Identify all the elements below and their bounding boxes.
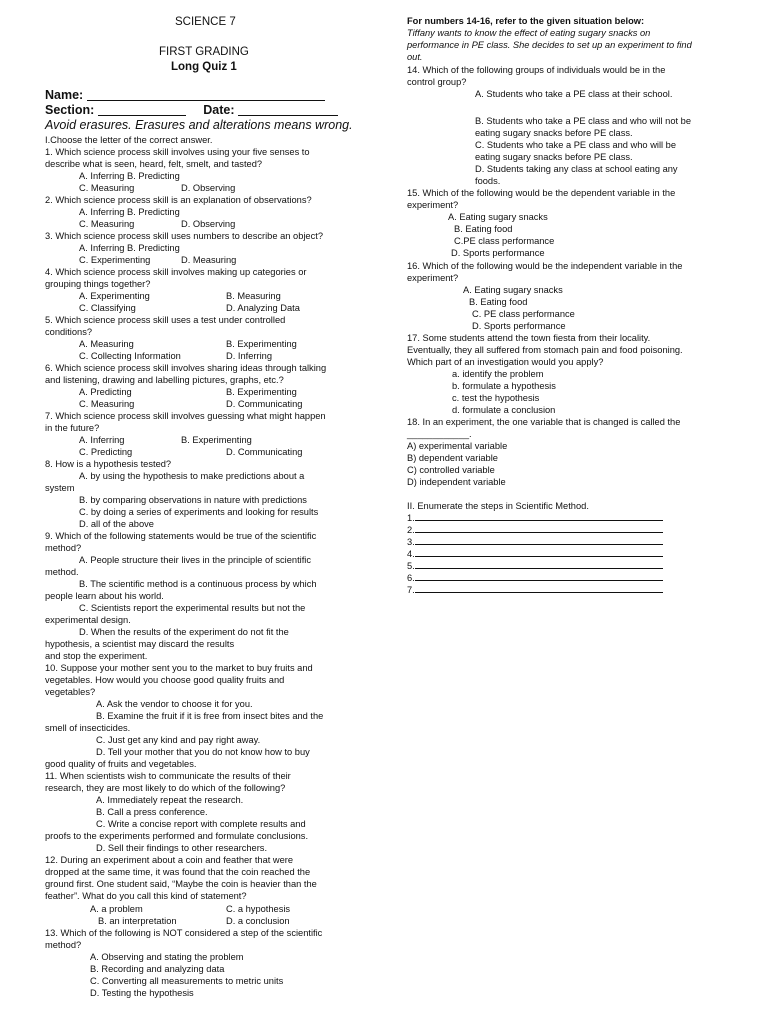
question-13-choice: A. Observing and stating the problem — [90, 952, 244, 962]
question-13-choice: B. Recording and analyzing data — [90, 964, 225, 974]
question-16-choice: D. Sports performance — [472, 321, 566, 331]
question-7-choice: A. Inferring — [79, 435, 125, 445]
question-9-choice: A. People structure their lives in the principle of scientific — [79, 555, 312, 565]
question-5-choice: D. Inferring — [226, 351, 272, 361]
subject-title: SCIENCE 7 — [175, 16, 236, 28]
question-5-stem: 5. Which science process skill uses a test under controlled — [45, 315, 286, 325]
question-13-stem-cont: method? — [45, 940, 82, 950]
question-9-choice: C. Scientists report the experimental results but not the — [79, 603, 306, 613]
question-14-choice-cont: foods. — [475, 176, 501, 186]
question-12-choice: A. a problem — [90, 904, 143, 914]
step-line-6 — [407, 572, 663, 584]
question-16-choice: B. Eating food — [469, 297, 528, 307]
question-4-stem: 4. Which science process skill involves making up categories or — [45, 267, 307, 277]
question-9-choice-cont: experimental design. — [45, 615, 131, 625]
situation-text: Tiffany wants to know the effect of eating sugary snacks on — [407, 28, 651, 38]
step-line-2 — [407, 524, 663, 536]
question-12-stem: 12. During an experiment about a coin and feather that were — [45, 855, 294, 865]
question-17-choice: c. test the hypothesis — [452, 393, 540, 403]
question-4-choice: C. Classifying — [79, 303, 136, 313]
question-7-stem: 7. Which science process skill involves guessing what might happen — [45, 411, 326, 421]
question-16-stem-cont: experiment? — [407, 273, 459, 283]
question-5-choice: A. Measuring — [79, 339, 134, 349]
question-1-choice: A. Inferring B. Predicting — [79, 171, 180, 181]
question-12-choice: B. an interpretation — [98, 916, 177, 926]
question-11-choice: B. Call a press conference. — [96, 807, 208, 817]
name-label: Name: — [45, 88, 84, 102]
question-4-choice: D. Analyzing Data — [226, 303, 300, 313]
question-11-choice-cont: proofs to the experiments performed and formulate conclusions. — [45, 831, 309, 841]
question-18-blank: ____________. — [407, 429, 472, 439]
question-10-choice-cont: good quality of fruits and vegetables. — [45, 759, 197, 769]
part2-instruction: II. Enumerate the steps in Scientific Method. — [407, 501, 589, 511]
question-8-choice: D. all of the above — [79, 519, 154, 529]
question-7-choice: B. Experimenting — [181, 435, 252, 445]
question-5-choice: C. Collecting Information — [79, 351, 181, 361]
question-1-choice: D. Observing — [181, 183, 236, 193]
question-7-stem-cont: in the future? — [45, 423, 100, 433]
date-field[interactable] — [238, 105, 338, 116]
question-3-stem: 3. Which science process skill uses numbers to describe an object? — [45, 231, 324, 241]
question-2-choice: A. Inferring B. Predicting — [79, 207, 180, 217]
question-8-choice: A. by using the hypothesis to make predictions about a — [79, 471, 305, 481]
question-16-choice: A. Eating sugary snacks — [463, 285, 563, 295]
question-5-choice: B. Experimenting — [226, 339, 297, 349]
question-14-choice: D. Students taking any class at school eating any — [475, 164, 678, 174]
question-4-choice: B. Measuring — [226, 291, 281, 301]
question-1-stem-cont: describe what is seen, heard, felt, smelt, and tasted? — [45, 159, 263, 169]
question-2-choice: D. Observing — [181, 219, 236, 229]
quiz-title: Long Quiz 1 — [171, 61, 237, 73]
question-10-choice: B. Examine the fruit if it is free from insect bites and the — [96, 711, 324, 721]
question-15-stem: 15. Which of the following would be the dependent variable in the — [407, 188, 676, 198]
question-6-stem: 6. Which science process skill involves sharing ideas through talking — [45, 363, 327, 373]
step-number: 4. — [407, 549, 415, 559]
question-9-choice: D. When the results of the experiment do not fit the — [79, 627, 289, 637]
question-14-choice-cont: eating sugary snacks before PE class. — [475, 152, 633, 162]
question-17-stem: 17. Some students attend the town fiesta from their locality. — [407, 333, 651, 343]
question-10-choice: D. Tell your mother that you do not know how to buy — [96, 747, 310, 757]
step-number: 7. — [407, 585, 415, 595]
situation-text: performance in PE class. She decides to set up an experiment to find — [407, 40, 692, 50]
question-9-choice: B. The scientific method is a continuous process by which — [79, 579, 317, 589]
question-6-choice: B. Experimenting — [226, 387, 297, 397]
question-7-choice: C. Predicting — [79, 447, 133, 457]
question-3-choice: D. Measuring — [181, 255, 237, 265]
question-18-choice: D) independent variable — [407, 477, 506, 487]
question-10-choice-cont: smell of insecticides. — [45, 723, 131, 733]
question-10-stem-cont: vegetables. How would you choose good quality fruits and — [45, 675, 285, 685]
step-answer-field[interactable] — [415, 548, 663, 557]
date-label: Date: — [203, 103, 235, 117]
question-14-stem-cont: control group? — [407, 77, 467, 87]
step-number: 3. — [407, 537, 415, 547]
question-11-choice: C. Write a concise report with complete results and — [96, 819, 306, 829]
question-15-stem-cont: experiment? — [407, 200, 459, 210]
section-date-row — [45, 104, 338, 116]
question-17-choice: b. formulate a hypothesis — [452, 381, 556, 391]
step-line-5 — [407, 560, 663, 572]
question-9-choice-cont: people learn about his world. — [45, 591, 164, 601]
question-18-choice: C) controlled variable — [407, 465, 495, 475]
situation-heading: For numbers 14-16, refer to the given situation below: — [407, 16, 645, 26]
question-14-choice: A. Students who take a PE class at their school. — [475, 89, 673, 99]
step-line-3 — [407, 536, 663, 548]
question-11-stem-cont: research, they are most likely to do which of the following? — [45, 783, 286, 793]
question-17-stem-cont: Eventually, they all suffered from stomach pain and food poisoning. — [407, 345, 683, 355]
question-13-choice: D. Testing the hypothesis — [90, 988, 194, 998]
question-9-stem: 9. Which of the following statements would be true of the scientific — [45, 531, 317, 541]
question-15-choice: C.PE class performance — [454, 236, 555, 246]
question-17-stem-cont: Which part of an investigation would you apply? — [407, 357, 604, 367]
question-18-choice: A) experimental variable — [407, 441, 508, 451]
question-16-choice: C. PE class performance — [472, 309, 575, 319]
question-8-choice-cont: system — [45, 483, 75, 493]
step-answer-field[interactable] — [415, 524, 663, 533]
step-number: 5. — [407, 561, 415, 571]
step-number: 6. — [407, 573, 415, 583]
question-9-choice-cont: hypothesis, a scientist may discard the results — [45, 639, 235, 649]
question-10-choice: A. Ask the vendor to choose it for you. — [96, 699, 253, 709]
question-12-stem-cont: dropped at the same time, it was found that the coin reached the — [45, 867, 311, 877]
question-12-choice: D. a conclusion — [226, 916, 290, 926]
step-line-4 — [407, 548, 663, 560]
question-11-choice: A. Immediately repeat the research. — [96, 795, 244, 805]
question-14-choice: B. Students who take a PE class and who will not be — [475, 116, 692, 126]
question-14-stem: 14. Which of the following groups of individuals would be in the — [407, 65, 666, 75]
step-line-7 — [407, 584, 663, 596]
question-16-stem: 16. Which of the following would be the independent variable in the — [407, 261, 683, 271]
question-9-choice-cont: method. — [45, 567, 79, 577]
question-3-choice: C. Experimenting — [79, 255, 151, 265]
question-6-choice: A. Predicting — [79, 387, 132, 397]
question-9-stem-cont: method? — [45, 543, 82, 553]
step-number: 1. — [407, 513, 415, 523]
question-9-choice-cont: and stop the experiment. — [45, 651, 148, 661]
step-answer-field[interactable] — [415, 572, 663, 581]
question-2-choice: C. Measuring — [79, 219, 135, 229]
part1-instruction: I.Choose the letter of the correct answer. — [45, 135, 213, 145]
question-6-choice: C. Measuring — [79, 399, 135, 409]
question-15-choice: B. Eating food — [454, 224, 513, 234]
question-4-stem-cont: grouping things together? — [45, 279, 151, 289]
question-5-stem-cont: conditions? — [45, 327, 93, 337]
grading-title: FIRST GRADING — [159, 46, 249, 58]
question-15-choice: A. Eating sugary snacks — [448, 212, 548, 222]
situation-text: out. — [407, 52, 423, 62]
question-18-choice: B) dependent variable — [407, 453, 498, 463]
question-2-stem: 2. Which science process skill is an explanation of observations? — [45, 195, 312, 205]
question-8-choice: C. by doing a series of experiments and looking for results — [79, 507, 319, 517]
question-11-choice: D. Sell their findings to other researchers. — [96, 843, 268, 853]
question-6-choice: D. Communicating — [226, 399, 303, 409]
question-10-stem: 10. Suppose your mother sent you to the market to buy fruits and — [45, 663, 313, 673]
step-answer-field[interactable] — [415, 536, 663, 545]
question-17-choice: a. identify the problem — [452, 369, 544, 379]
question-6-stem-cont: and listening, drawing and labelling pictures, graphs, etc.? — [45, 375, 284, 385]
question-18-stem: 18. In an experiment, the one variable that is changed is called the — [407, 417, 681, 427]
name-field[interactable] — [87, 90, 325, 101]
question-1-choice: C. Measuring — [79, 183, 135, 193]
question-13-stem: 13. Which of the following is NOT considered a step of the scientific — [45, 928, 323, 938]
question-1-stem: 1. Which science process skill involves using your five senses to — [45, 147, 310, 157]
question-3-choice: A. Inferring B. Predicting — [79, 243, 180, 253]
question-4-choice: A. Experimenting — [79, 291, 150, 301]
question-14-choice-cont: eating sugary snacks before PE class. — [475, 128, 633, 138]
question-12-stem-cont: feather”. What do you call this kind of statement? — [45, 891, 247, 901]
question-12-stem-cont: ground first. One student said, “Maybe the coin is heavier than the — [45, 879, 317, 889]
name-row — [45, 89, 325, 101]
question-8-stem: 8. How is a hypothesis tested? — [45, 459, 172, 469]
question-14-choice: C. Students who take a PE class and who will be — [475, 140, 677, 150]
question-17-choice: d. formulate a conclusion — [452, 405, 556, 415]
question-8-choice: B. by comparing observations in nature with predictions — [79, 495, 307, 505]
question-15-choice: D. Sports performance — [451, 248, 545, 258]
step-answer-field[interactable] — [415, 560, 663, 569]
step-line-1 — [407, 512, 663, 524]
warning-note: Avoid erasures. Erasures and alterations means wrong. — [45, 118, 353, 132]
section-label: Section: — [45, 103, 95, 117]
step-answer-field[interactable] — [415, 512, 663, 521]
section-field[interactable] — [98, 105, 186, 116]
step-number: 2. — [407, 525, 415, 535]
question-10-stem-cont: vegetables? — [45, 687, 96, 697]
question-10-choice: C. Just get any kind and pay right away. — [96, 735, 261, 745]
question-7-choice: D. Communicating — [226, 447, 303, 457]
step-answer-field[interactable] — [415, 584, 663, 593]
question-13-choice: C. Converting all measurements to metric units — [90, 976, 284, 986]
question-12-choice: C. a hypothesis — [226, 904, 291, 914]
question-11-stem: 11. When scientists wish to communicate the results of their — [45, 771, 291, 781]
